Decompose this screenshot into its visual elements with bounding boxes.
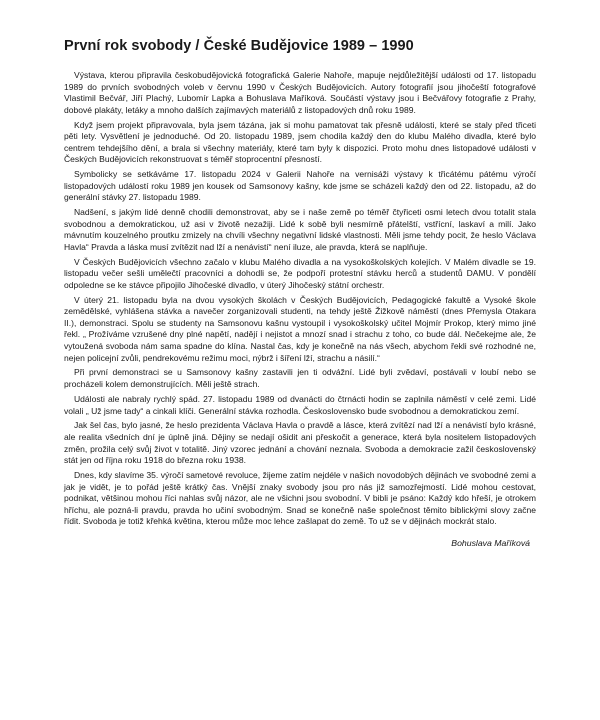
paragraph: Symbolicky se setkáváme 17. listopadu 2024 v Galerii Nahoře na vernisáži výstavy k třicátému pátému výročí listopadových událostí roku 1989 jen kousek od Samsonovy kašny, kde jsme se scházeli každý den od 22. listopadu, až do generální stávky 27. listopadu 1989.: [64, 169, 536, 203]
paragraph: V Českých Budějovicích všechno začalo v klubu Malého divadla a na vysokoškolských kolejích. V Malém divadle se 19. listopadu večer sešli umělečtí pracovníci a dohodli se, že podpoří protestní stávku herců a studentů DAMU. V pondělí odpoledne se ke stávce připojilo Jihočeské divadlo, v úterý Jihočeský státní orchestr.: [64, 256, 536, 290]
paragraph: Výstava, kterou připravila českobudějovická fotografická Galerie Nahoře, mapuje nejdůležitější události od 17. listopadu 1989 do prvních svobodných voleb v červnu 1990 v Českých Budějovicích. Autory fotografií jsou jihočeští fotografové Vlastimil Bečvář, Jiří Plachý, Lubomír Lapka a Bohuslava Maříková. Součástí výstavy jsou i Bečvářovy fotografie z Prahy, dobové plakáty, letáky a mnoho dalších zajímavých materiálů z listopadových dnů roku 1989.: [64, 70, 536, 115]
paragraph: Při první demonstraci se u Samsonovy kašny zastavili jen ti odvážní. Lidé byli zvědaví, postávali v loubí nebo se procházeli kolem demonstrujících. Měli ještě strach.: [64, 367, 536, 390]
paragraph: Události ale nabraly rychlý spád. 27. listopadu 1989 od dvanácti do čtrnácti hodin se zaplnila náměstí v celé zemi. Lidé volali „ Už jsme tady“ a cinkali klíči. Generální stávka rozhodla. Československo bude svobodnou a demokratickou zemí.: [64, 393, 536, 416]
paragraph: Nadšení, s jakým lidé denně chodili demonstrovat, aby se i naše země po téměř čtyřiceti osmi letech dvou totalit stala svobodnou a demokratickou, už asi v životě nezažiji. Lidé k sobě byli nesmírně přátelští, vstřícní, laskaví a milí. Jako mávnutím kouzelného proutku zmizely na chvíli všechny negativní lidské vlastnosti. Měli jsme tehdy pocit, že heslo Václava Havla“ Pravda a láska musí zvítězit nad lží a nenávistí“ není iluze, ale pravda, která se naplňuje.: [64, 207, 536, 252]
paragraph: V úterý 21. listopadu byla na dvou vysokých školách v Českých Budějovicích, Pedagogické fakultě a Vysoké škole zemědělské, vyhlášena stávka a navečer zorganizovali studenti, na tehdy ještě Žižkově náměstí (dnes Přemysla Otakara II.), demonstraci. Spolu se studenty na Samsonovu kašnu vystoupil i vysokoškolský učitel Mojmír Prokop, který mimo jiné řekl. „ Prožíváme vzrušené dny plné napětí, nadějí i nejistot a mnozí snad i strachu z toho, co bude dál. Nečekejme ale, že vytoužená svoboda nám sama spadne do klína. Nastal čas, kdy je konečně na nás všech, abychom řekli své rozhodné ne, nejen policejní zvůli, pendrekovému režimu moci, nýbrž i šíření lží, strachu a násilí.“: [64, 294, 536, 363]
paragraph: Dnes, kdy slavíme 35. výročí sametové revoluce, žijeme zatím nejdéle v našich novodobých dějinách ve svobodné zemi a jak je vidět, je to pořád ještě krátký čas. Vnější znaky svobody jsou pro nás již samozřejmostí. Lidé mohou cestovat, podnikat, většinou mohou říci nahlas svůj názor, ale ne všichni jsou svobodní. V bibli je psáno: Každý kdo hřeší, je otrokem hříchu, ale pozná-li pravdu, pravda ho učiní svobodným. Snad se konečně naše společnost těmito biblickými slovy začne řídit. Svoboda je totiž křehká květina, kterou může moc lehce zašlapat do země. To už se v dějinách mockrát stalo.: [64, 470, 536, 527]
article-body: [64, 70, 536, 528]
paragraph: Jak šel čas, bylo jasné, že heslo prezidenta Václava Havla o pravdě a lásce, která zvítězí nad lží a nenávistí bylo krásné, ale realita všedních dní je úplně jiná. Dějiny se nedají ošidit ani přeskočit a generace, která byla nositelem listopadových změn, prožila celý svůj život v totalitě. Jiný vzorec jednání a chování neznala. Svoboda a demokracie zažil československý stát jen od října roku 1918 do března roku 1938.: [64, 420, 536, 466]
paragraph: Když jsem projekt připravovala, byla jsem tázána, jak si mohu pamatovat tak přesně události, které se staly před třiceti pěti lety. Vysvětlení je jednoduché. Od 20. listopadu 1989, jsem chodila každý den do klubu Malého divadla, které bylo centrem tehdejšího dění, a brala si všechny materiály, které tam byly k dispozici. Proto mohu dnes listopadové události v Českých Budějovicích rekonstruovat s téměř stoprocentní přesností.: [64, 119, 536, 165]
author-signature: Bohuslava Maříková: [451, 537, 530, 548]
article-title: První rok svobody / České Budějovice 1989 – 1990: [64, 38, 414, 54]
